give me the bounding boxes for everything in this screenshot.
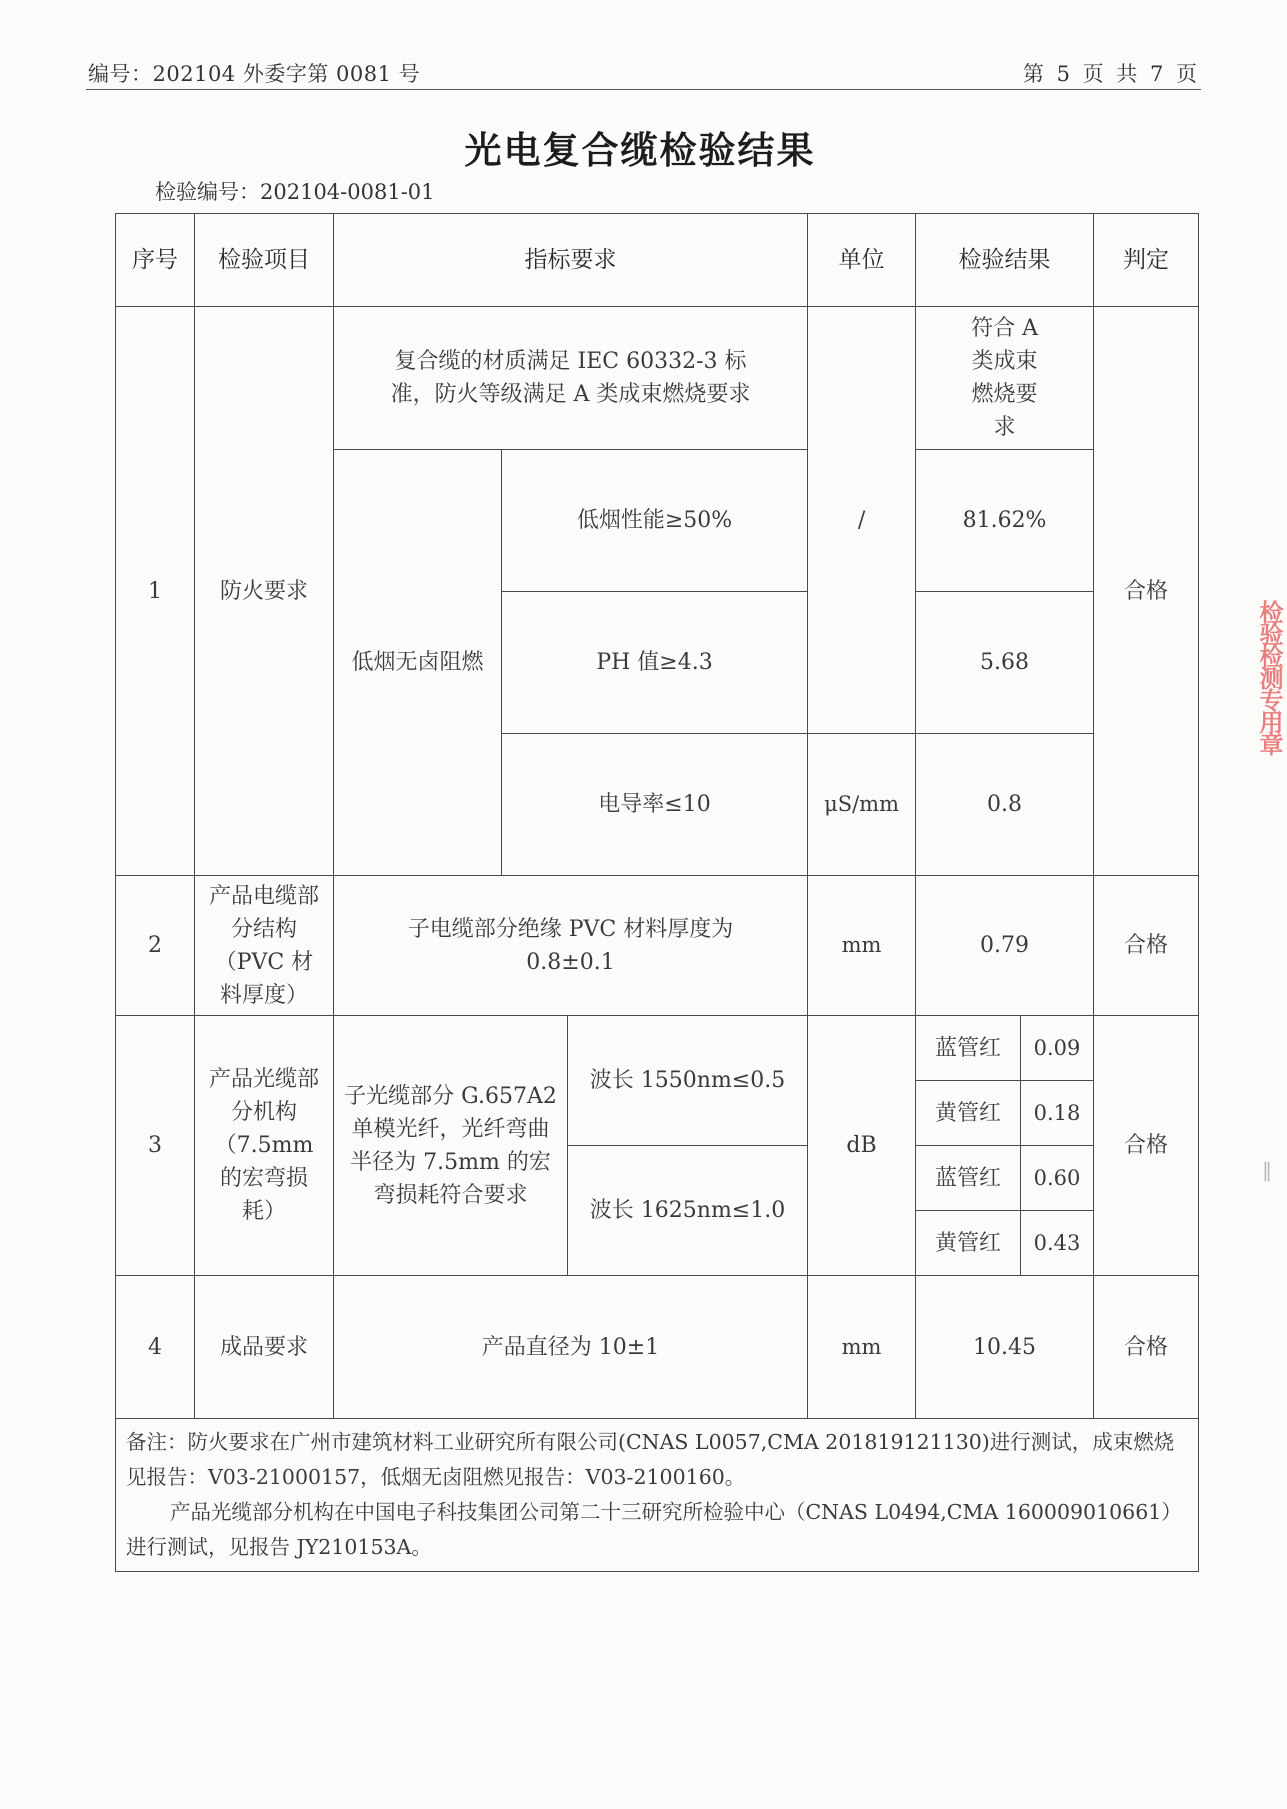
row1-item: 防火要求 xyxy=(195,307,334,876)
row1-general-requirement: 复合缆的材质满足 IEC 60332-3 标准，防火等级满足 A 类成束燃烧要求 xyxy=(334,307,808,450)
row3-result-label-2: 黄管红 xyxy=(916,1081,1021,1146)
row4-requirement: 产品直径为 10±1 xyxy=(334,1276,808,1419)
row4-verdict: 合格 xyxy=(1094,1276,1199,1419)
row4-no: 4 xyxy=(116,1276,195,1419)
row1-ph-result: 5.68 xyxy=(916,592,1094,734)
row3-result-value-1: 0.09 xyxy=(1021,1016,1094,1081)
row3-result-value-4: 0.43 xyxy=(1021,1211,1094,1276)
row1-no: 1 xyxy=(116,307,195,876)
row3-result-value-3: 0.60 xyxy=(1021,1146,1094,1211)
report-number: 编号：202104 外委字第 0081 号 xyxy=(88,62,421,86)
table-row xyxy=(116,1016,1199,1081)
row2-verdict: 合格 xyxy=(1094,876,1199,1016)
row3-requirement: 子光缆部分 G.657A2 单模光纤，光纤弯曲半径为 7.5mm 的宏弯损耗符合要求 xyxy=(334,1016,568,1276)
row3-unit: dB xyxy=(808,1016,916,1276)
row1-unit: / xyxy=(808,307,916,734)
header-row xyxy=(116,214,1199,307)
row1-sub-category: 低烟无卤阻燃 xyxy=(334,450,502,876)
inspection-number: 检验编号：202104-0081-01 xyxy=(155,180,435,204)
row3-result-label-1: 蓝管红 xyxy=(916,1016,1021,1081)
seal-stamp-fragment xyxy=(1252,600,1284,830)
table-row xyxy=(116,307,1199,450)
row3-verdict: 合格 xyxy=(1094,1016,1199,1276)
note-row xyxy=(116,1419,1199,1572)
seal-text: 检验检测专用章 xyxy=(1255,600,1284,754)
row2-result: 0.79 xyxy=(916,876,1094,1016)
row3-result-value-2: 0.18 xyxy=(1021,1081,1094,1146)
col-header-item: 检验项目 xyxy=(195,214,334,307)
remarks-line-1: 备注：防火要求在广州市建筑材料工业研究所有限公司(CNAS L0057,CMA 201819121130)进行测试，成束燃烧见报告：V03-21000157，低烟无卤阻燃见报告：V03-2100160。 xyxy=(126,1430,1175,1489)
page-info: 第 5 页 共 7 页 xyxy=(1022,62,1200,86)
row3-no: 3 xyxy=(116,1016,195,1276)
results-table xyxy=(115,213,1199,1572)
row1-verdict: 合格 xyxy=(1094,307,1199,876)
col-header-unit: 单位 xyxy=(808,214,916,307)
row3-item: 产品光缆部分机构（7.5mm 的宏弯损耗） xyxy=(195,1016,334,1276)
row1-conductivity-unit: μS/mm xyxy=(808,734,916,876)
row4-result: 10.45 xyxy=(916,1276,1094,1419)
row1-ph-requirement: PH 值≥4.3 xyxy=(502,592,808,734)
row1-general-result: 符合 A 类成束燃烧要求 xyxy=(916,307,1094,450)
row2-unit: mm xyxy=(808,876,916,1016)
col-header-requirement: 指标要求 xyxy=(334,214,808,307)
col-header-result: 检验结果 xyxy=(916,214,1094,307)
row4-unit: mm xyxy=(808,1276,916,1419)
row1-smoke-result: 81.62% xyxy=(916,450,1094,592)
row3-result-label-3: 蓝管红 xyxy=(916,1146,1021,1211)
row2-item: 产品电缆部分结构（PVC 材料厚度） xyxy=(195,876,334,1016)
page-title: 光电复合缆检验结果 xyxy=(464,128,816,172)
row3-wavelength-1550: 波长 1550nm≤0.5 xyxy=(568,1016,808,1146)
header-rule xyxy=(86,89,1201,90)
remarks-line-2: 产品光缆部分机构在中国电子科技集团公司第二十三研究所检验中心（CNAS L0494,CMA 160009010661）进行测试，见报告 JY210153A。 xyxy=(126,1500,1182,1559)
table-row xyxy=(116,876,1199,1016)
remarks xyxy=(116,1419,1199,1572)
col-header-no: 序号 xyxy=(116,214,195,307)
row4-item: 成品要求 xyxy=(195,1276,334,1419)
row3-wavelength-1625: 波长 1625nm≤1.0 xyxy=(568,1146,808,1276)
row1-smoke-requirement: 低烟性能≥50% xyxy=(502,450,808,592)
row1-conductivity-result: 0.8 xyxy=(916,734,1094,876)
col-header-verdict: 判定 xyxy=(1094,214,1199,307)
row2-no: 2 xyxy=(116,876,195,1016)
edge-mark: ‖ xyxy=(1262,1158,1272,1182)
row3-result-label-4: 黄管红 xyxy=(916,1211,1021,1276)
row1-conductivity-requirement: 电导率≤10 xyxy=(502,734,808,876)
table-row xyxy=(116,1276,1199,1419)
row2-requirement: 子电缆部分绝缘 PVC 材料厚度为 0.8±0.1 xyxy=(334,876,808,1016)
